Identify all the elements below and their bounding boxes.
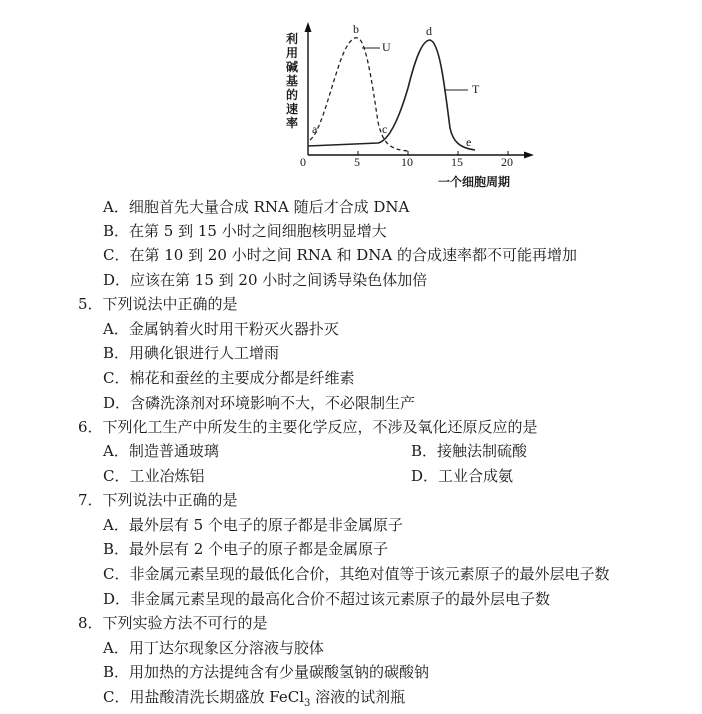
x-tick-label: 15 bbox=[451, 155, 463, 169]
q5-stem: 5．下列说法中正确的是 bbox=[78, 295, 238, 313]
curve-t-label: T bbox=[472, 82, 480, 96]
rate-figure bbox=[270, 10, 540, 195]
x-tick-label: 20 bbox=[501, 155, 513, 169]
q8-option-a: A．用丁达尔现象区分溶液与胶体 bbox=[103, 639, 324, 657]
q5-option-a: A．金属钠着火时用干粉灭火器扑灭 bbox=[103, 320, 339, 338]
point-label-c: c bbox=[382, 122, 388, 136]
q8-option-c-suffix: 溶液的试剂瓶 bbox=[310, 688, 406, 706]
point-label-e: e bbox=[466, 135, 472, 149]
x-tick-label: 10 bbox=[401, 155, 413, 169]
q7-option-b: B．最外层有 2 个电子的原子都是金属原子 bbox=[103, 540, 389, 558]
x-tick-label: 0 bbox=[300, 155, 306, 169]
point-label-b: b bbox=[353, 22, 359, 36]
q6-option-b: B．接触法制硫酸 bbox=[411, 442, 528, 460]
q4-option-d: D．应该在第 15 到 20 小时之间诱导染色体加倍 bbox=[103, 271, 428, 289]
q4-option-c: C．在第 10 到 20 小时之间 RNA 和 DNA 的合成速率都不可能再增加 bbox=[103, 246, 578, 264]
y-axis-label: 利用碱基的速率 bbox=[285, 32, 298, 130]
curve-u bbox=[310, 38, 410, 151]
q8-option-b: B．用加热的方法提纯含有少量碳酸氢钠的碳酸钠 bbox=[103, 663, 430, 681]
q7-stem: 7．下列说法中正确的是 bbox=[78, 491, 238, 509]
q6-option-d: D．工业合成氨 bbox=[411, 467, 514, 485]
q7-option-a: A．最外层有 5 个电子的原子都是非金属原子 bbox=[103, 516, 403, 534]
q8-option-c bbox=[103, 687, 405, 714]
curve-t bbox=[308, 40, 475, 150]
q8-option-c-prefix: C．用盐酸清洗长期盛放 FeCl bbox=[103, 688, 304, 706]
q4-option-b: B．在第 5 到 15 小时之间细胞核明显增大 bbox=[103, 222, 387, 240]
q4-option-a: A．细胞首先大量合成 RNA 随后才合成 DNA bbox=[103, 198, 410, 216]
q5-option-b: B．用碘化银进行人工增雨 bbox=[103, 344, 280, 362]
curve-u-label: U bbox=[382, 40, 391, 54]
q5-option-c: C．棉花和蚕丝的主要成分都是纤维素 bbox=[103, 369, 355, 387]
q8-option-c-subscript: 3 bbox=[304, 698, 311, 709]
point-label-a: a bbox=[312, 122, 318, 136]
q7-option-c: C．非金属元素呈现的最低化合价，其绝对值等于该元素原子的最外层电子数 bbox=[103, 565, 610, 583]
x-tick-label: 5 bbox=[354, 155, 360, 169]
point-label-d: d bbox=[426, 24, 432, 38]
q6-option-c: C．工业冶炼铝 bbox=[103, 467, 205, 485]
q7-option-d: D．非金属元素呈现的最高化合价不超过该元素原子的最外层电子数 bbox=[103, 590, 551, 608]
x-axis-arrow bbox=[524, 152, 534, 159]
x-axis-label: 一个细胞周期 bbox=[438, 175, 511, 189]
y-axis-arrow bbox=[305, 22, 312, 32]
q8-stem: 8．下列实验方法不可行的是 bbox=[78, 614, 268, 632]
q6-stem: 6．下列化工生产中所发生的主要化学反应，不涉及氧化还原反应的是 bbox=[78, 418, 538, 436]
q6-option-a: A．制造普通玻璃 bbox=[103, 442, 219, 460]
q5-option-d: D．含磷洗涤剂对环境影响不大，不必限制生产 bbox=[103, 394, 416, 412]
